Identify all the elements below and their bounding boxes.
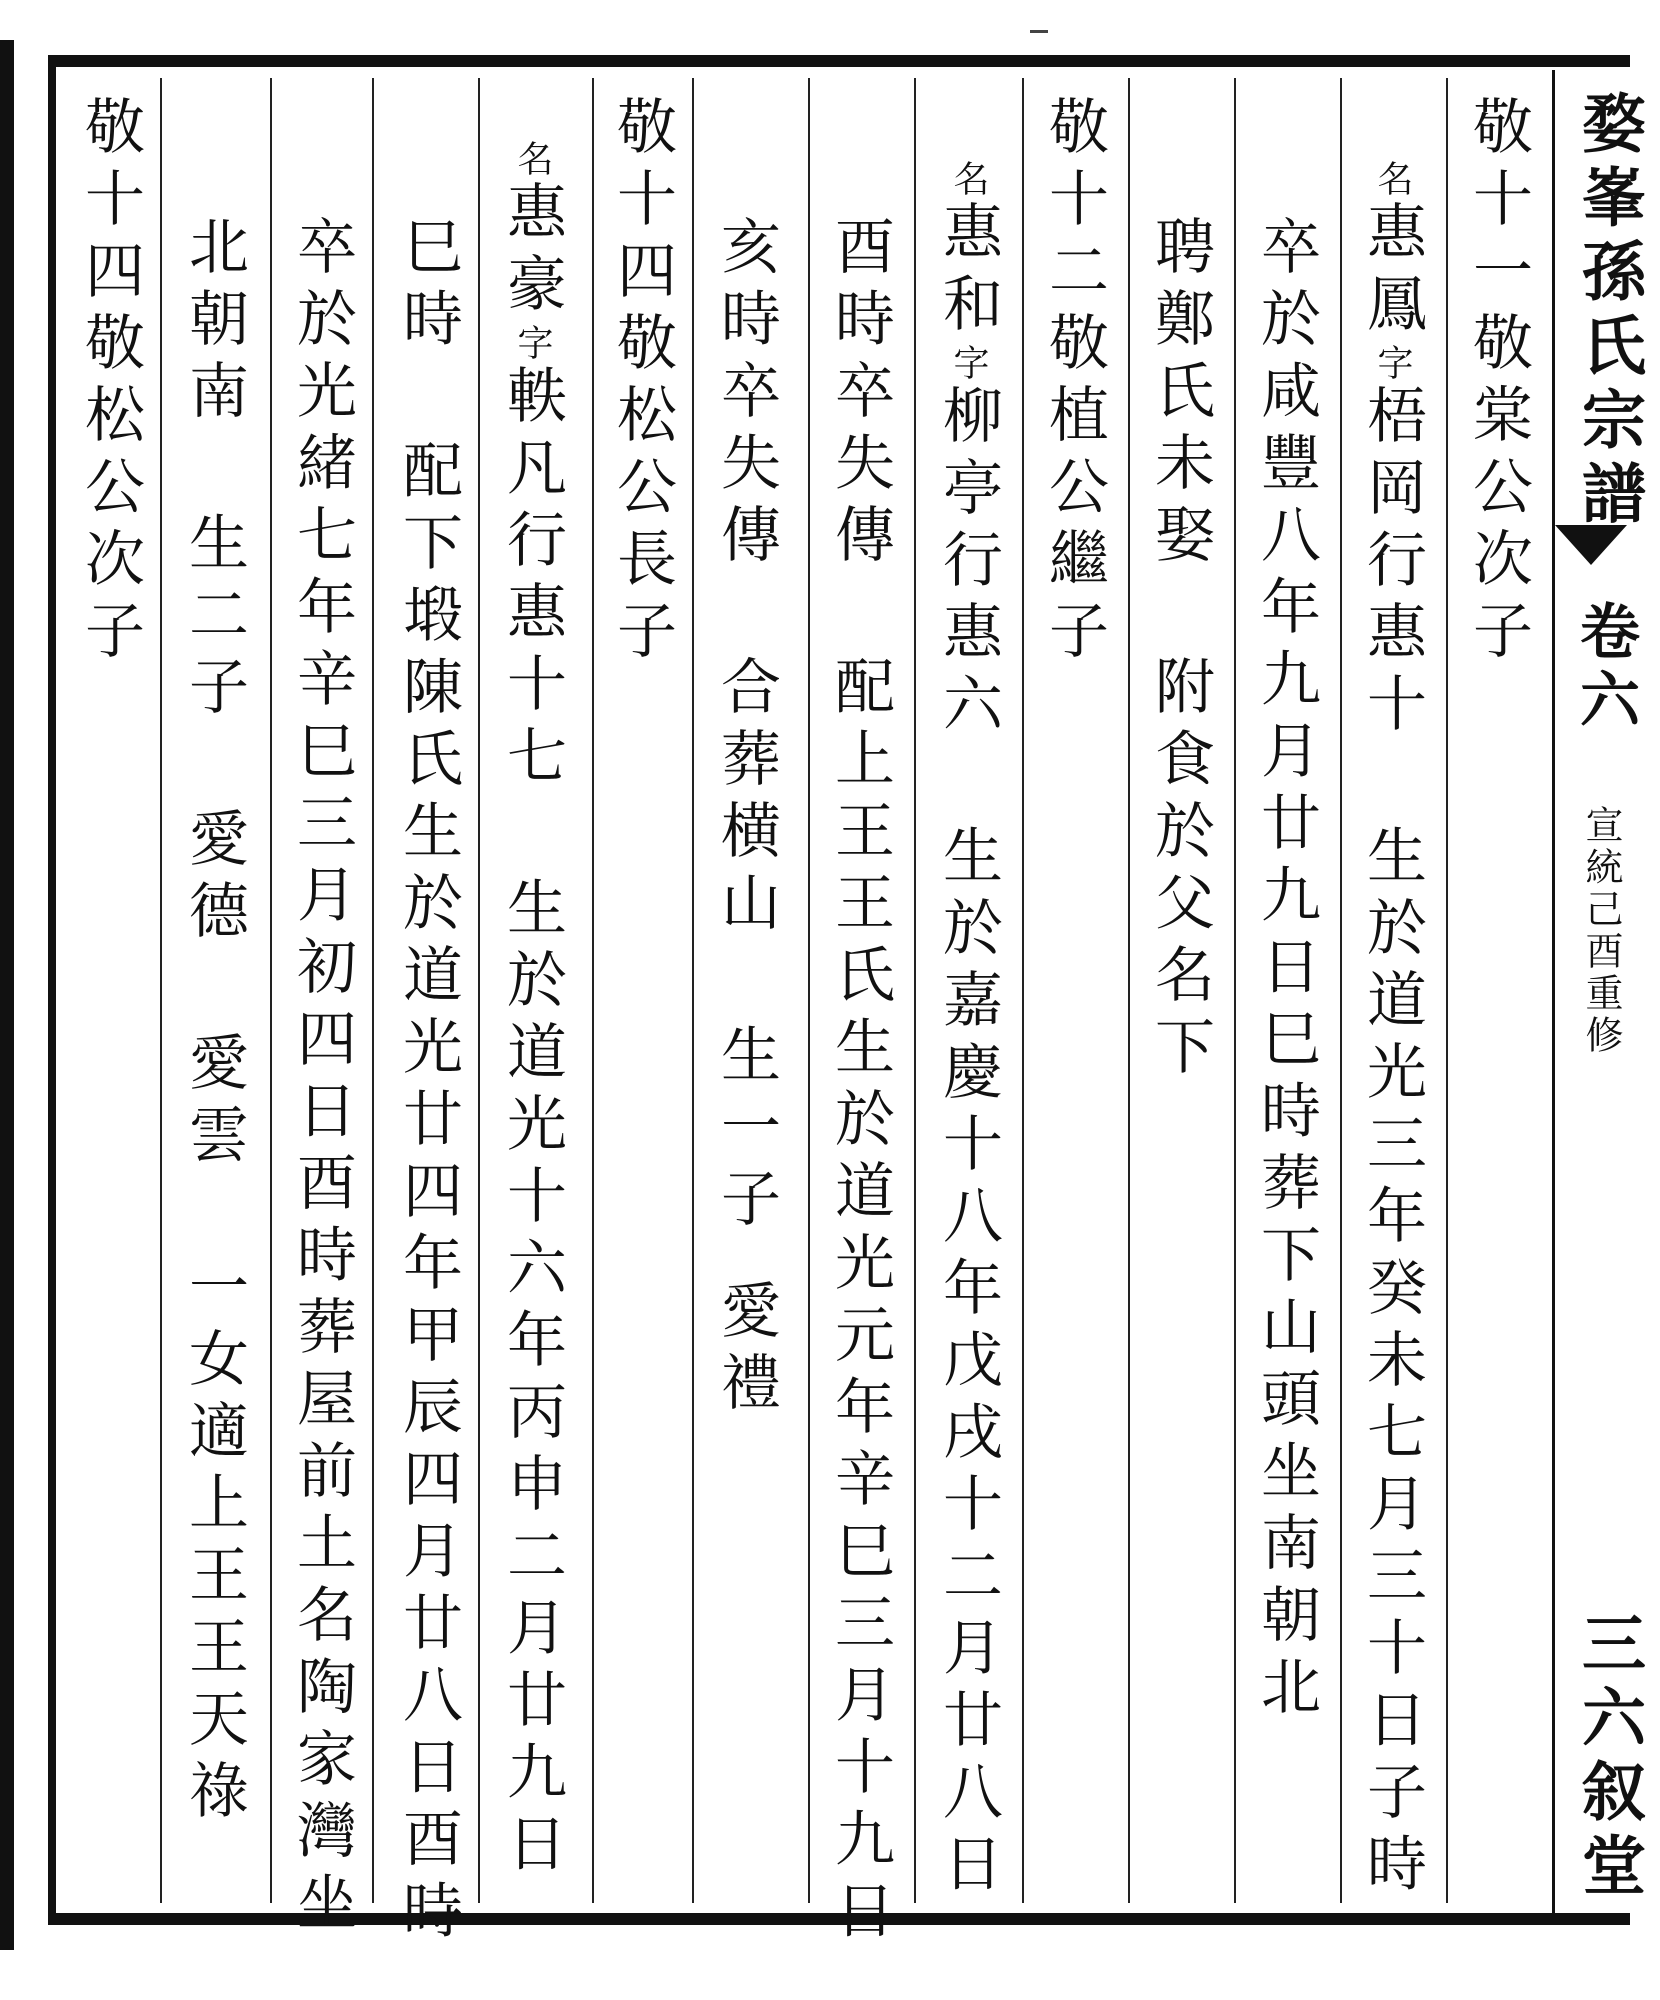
column-rule — [914, 78, 916, 1903]
column-rule — [1446, 78, 1448, 1903]
column-text: 生一子 — [711, 1023, 781, 1239]
column-text: 柳亭行惠六 — [933, 384, 1003, 744]
column-text: 酉時卒失傳 — [825, 215, 895, 575]
column-text: 卒於光緒七年辛巳三月初四日酉時葬屋前土名陶家灣坐 — [287, 215, 357, 1943]
column-text: 附食於父名下 — [1145, 655, 1215, 1087]
text-column-2 — [1357, 160, 1427, 1904]
column-rule — [372, 78, 374, 1903]
column-text: 配上王王氏生於道光元年辛巳三月十九日 — [825, 655, 895, 1951]
edition-note: 宣統己酉重修 — [1579, 805, 1623, 1057]
text-column-6 — [933, 160, 1003, 1904]
text-column-3 — [1251, 215, 1321, 1727]
column-rule — [1234, 78, 1236, 1903]
column-text: 生於道光十六年丙申二月廿九日 — [497, 876, 567, 1884]
text-column-12 — [287, 215, 357, 1943]
page-number: 三六叙堂 — [1571, 1610, 1646, 1906]
column-text: 亥時卒失傳 — [711, 215, 781, 575]
column-text: 生於嘉慶十八年戊戌十二月廿八日 — [933, 824, 1003, 1904]
book-title: 婺峯孫氏宗譜 — [1571, 90, 1646, 534]
column-text: 敬十四敬松公長子 — [607, 95, 677, 671]
column-text: 愛雲 — [179, 1031, 249, 1175]
column-rule — [692, 78, 694, 1903]
column-text: 敬十一敬棠公次子 — [1463, 95, 1533, 671]
volume-label: 卷六 — [1570, 600, 1640, 736]
column-text: 配下塅陳氏生於道光廿四年甲辰四月廿八日酉時 — [393, 439, 463, 1951]
page-left-edge — [0, 40, 14, 1950]
column-text: 惠鳳 — [1357, 200, 1427, 344]
column-rule — [1340, 78, 1342, 1903]
column-text: 字 — [512, 324, 553, 364]
column-rule — [1128, 78, 1130, 1903]
scan-mark — [1030, 30, 1048, 33]
fish-tail-mark — [1555, 525, 1627, 565]
text-column-8 — [711, 215, 781, 1423]
text-column-13 — [179, 215, 249, 1831]
text-column-7 — [825, 215, 895, 1951]
text-column-5 — [1039, 95, 1109, 671]
column-text: 敬十二敬植公繼子 — [1039, 95, 1109, 671]
column-text: 一女適上王王天祿 — [179, 1255, 249, 1831]
column-text: 惠和 — [933, 200, 1003, 344]
text-column-9 — [607, 95, 677, 671]
text-column-10 — [497, 140, 567, 1884]
column-rule — [160, 78, 162, 1903]
column-rule — [478, 78, 480, 1903]
column-text: 字 — [948, 344, 989, 384]
column-text: 愛禮 — [711, 1279, 781, 1423]
column-text: 字 — [1372, 344, 1413, 384]
column-text: 合葬横山 — [711, 655, 781, 943]
column-rule — [270, 78, 272, 1903]
column-text: 愛德 — [179, 807, 249, 951]
text-column-14 — [75, 95, 145, 671]
column-text: 惠豪 — [497, 180, 567, 324]
column-text: 軼凡行惠十七 — [497, 364, 567, 796]
column-rule — [592, 78, 594, 1903]
column-text: 北朝南 — [179, 215, 249, 431]
column-text: 名 — [948, 160, 989, 200]
column-text: 敬十四敬松公次子 — [75, 95, 145, 671]
text-column-11 — [393, 215, 463, 1951]
column-rule — [808, 78, 810, 1903]
text-column-1 — [1463, 95, 1533, 671]
column-text: 梧岡行惠十 — [1357, 384, 1427, 744]
column-text: 聘鄭氏未娶 — [1145, 215, 1215, 575]
text-column-4 — [1145, 215, 1215, 1087]
column-text: 名 — [512, 140, 553, 180]
column-rule — [1022, 78, 1024, 1903]
column-text: 名 — [1372, 160, 1413, 200]
column-text: 卒於咸豐八年九月廿九日巳時葬下山頭坐南朝北 — [1251, 215, 1321, 1727]
column-text: 生於道光三年癸未七月三十日子時 — [1357, 824, 1427, 1904]
column-text: 生二子 — [179, 511, 249, 727]
column-text: 巳時 — [393, 215, 463, 359]
